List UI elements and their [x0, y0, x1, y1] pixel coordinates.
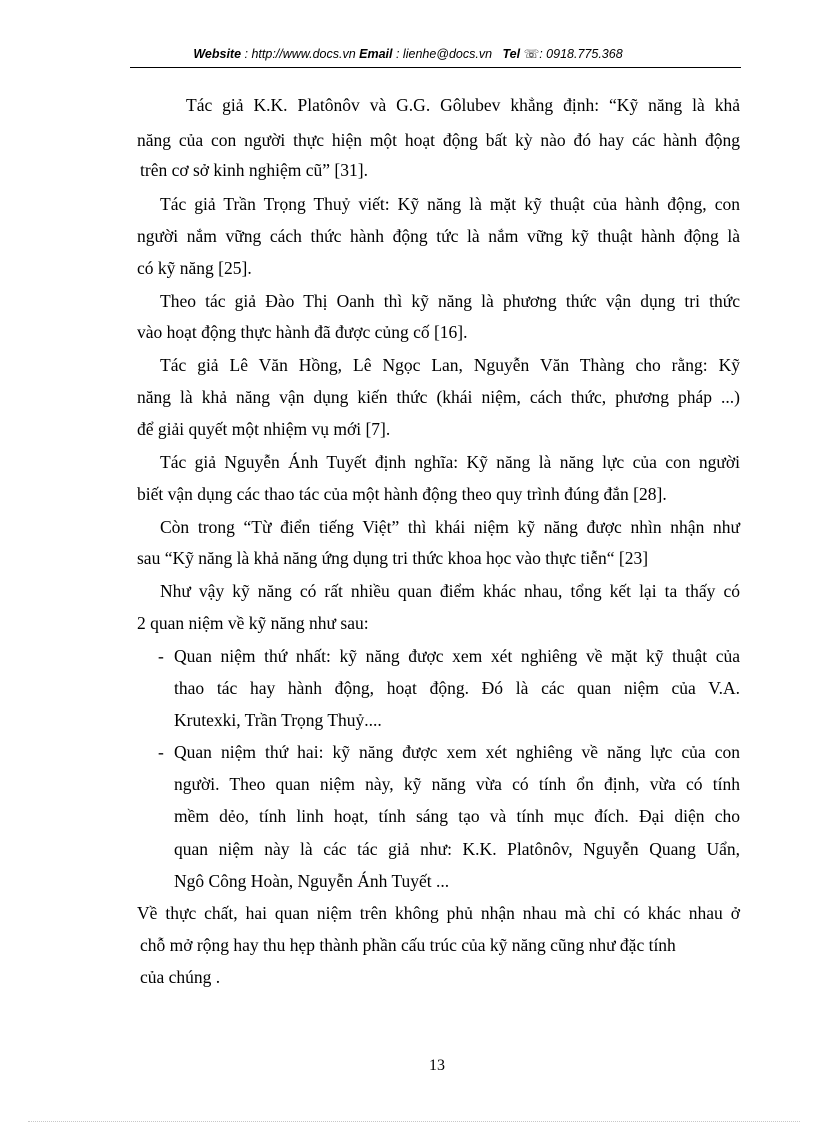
- text-line: biết vận dụng các thao tác của một hành động theo quy trình đúng đắn [28].: [137, 484, 667, 504]
- text-line: của chúng .: [140, 967, 221, 987]
- text-line: Tác giả Nguyễn Ánh Tuyết định nghĩa: Kỹ năng là năng lực của con người: [160, 452, 740, 472]
- text-line: Krutexki, Trần Trọng Thuỷ....: [174, 710, 382, 730]
- text-line: trên cơ sở kinh nghiệm cũ” [31].: [140, 160, 368, 180]
- text-line: Tác giả Lê Văn Hồng, Lê Ngọc Lan, Nguyễn Văn Thàng cho rằng: Kỹ: [160, 355, 740, 375]
- page-bottom-border: [28, 1121, 800, 1122]
- text-line: Còn trong “Từ điển tiếng Việt” thì khái niệm kỹ năng được nhìn nhận như: [160, 517, 740, 537]
- text-line: người. Theo quan niệm này, kỹ năng vừa có tính ổn định, vừa có tính: [174, 774, 740, 794]
- text-line: có kỹ năng [25].: [137, 258, 252, 278]
- text-line: sau “Kỹ năng là khả năng ứng dụng tri thức khoa học vào thực tiễn“ [23]: [137, 548, 649, 568]
- text-line: Theo tác giả Đào Thị Oanh thì kỹ năng là phương thức vận dụng tri thức: [160, 291, 740, 311]
- text-line: năng của con người thực hiện một hoạt động bất kỳ nào đó hay các hành động: [137, 130, 740, 150]
- text-line: chỗ mở rộng hay thu hẹp thành phần cấu trúc của kỹ năng cũng như đặc tính: [140, 935, 676, 955]
- text-line: năng là khả năng vận dụng kiến thức (khái niệm, cách thức, phương pháp ...): [137, 387, 740, 407]
- email-label: Email: [359, 47, 393, 61]
- page-header: [0, 46, 816, 61]
- website-label: Website: [193, 47, 242, 61]
- tel-value: : 0918.775.368: [539, 47, 623, 61]
- bullet-marker: -: [158, 742, 164, 762]
- page-number: 13: [429, 1057, 445, 1074]
- text-line: Tác giả K.K. Platônôv và G.G. Gôlubev khẳng định: “Kỹ năng là khả: [186, 95, 740, 115]
- text-line: Quan niệm thứ hai: kỹ năng được xem xét nghiêng về năng lực của con: [174, 742, 740, 762]
- website-value: : http://www.docs.vn: [241, 47, 360, 61]
- text-line: thao tác hay hành động, hoạt động. Đó là các quan niệm của V.A.: [174, 678, 740, 698]
- header-rule: [130, 67, 741, 68]
- text-line: Ngô Công Hoàn, Nguyễn Ánh Tuyết ...: [174, 871, 450, 891]
- tel-label: Tel: [502, 47, 521, 61]
- text-line: Về thực chất, hai quan niệm trên không phủ nhận nhau mà chỉ có khác nhau ở: [137, 903, 740, 923]
- text-line: người nắm vững cách thức hành động tức là nắm vững kỹ thuật hành động là: [137, 226, 740, 246]
- text-line: 2 quan niệm về kỹ năng như sau:: [137, 613, 369, 633]
- bullet-marker: -: [158, 646, 164, 666]
- text-line: để giải quyết một nhiệm vụ mới [7].: [137, 419, 391, 439]
- text-line: Quan niệm thứ nhất: kỹ năng được xem xét nghiêng về mặt kỹ thuật của: [174, 646, 740, 666]
- text-line: Như vậy kỹ năng có rất nhiều quan điểm khác nhau, tổng kết lại ta thấy có: [160, 581, 740, 601]
- telephone-icon: ☏: [523, 47, 540, 61]
- text-line: mềm dẻo, tính linh hoạt, tính sáng tạo và tính mục đích. Đại diện cho: [174, 806, 740, 826]
- text-line: Tác giả Trần Trọng Thuỷ viết: Kỹ năng là mặt kỹ thuật của hành động, con: [160, 194, 740, 214]
- email-value: : lienhe@docs.vn: [392, 47, 496, 61]
- text-line: vào hoạt động thực hành đã được củng cố [16].: [137, 322, 468, 342]
- text-line: quan niệm này là các tác giả như: K.K. Platônôv, Nguyễn Quang Uẩn,: [174, 839, 740, 859]
